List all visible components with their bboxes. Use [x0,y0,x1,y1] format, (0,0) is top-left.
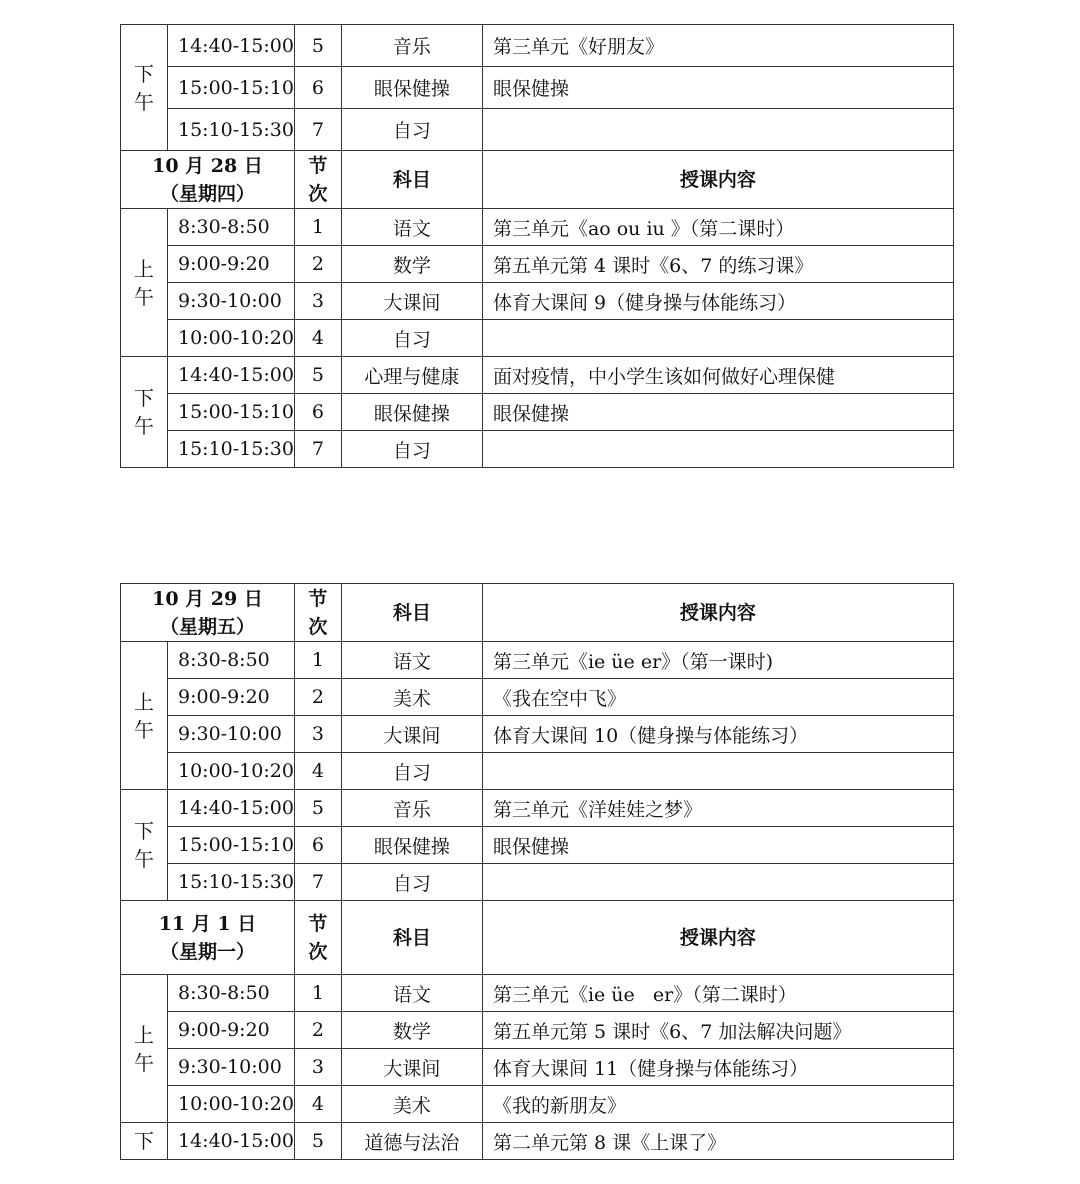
period-number: 4 [294,1086,341,1123]
period-number: 3 [294,716,341,753]
time-cell: 14:40-15:00 [168,357,295,394]
subject-cell: 语文 [341,975,482,1012]
time-cell: 14:40-15:00 [168,1123,295,1160]
table-row [121,1049,954,1086]
table-row [121,1123,954,1160]
day-header-row [121,901,954,975]
period-num-header: 节 次 [294,151,341,209]
subject-cell: 自习 [341,431,482,468]
table-row [121,357,954,394]
table-row [121,975,954,1012]
content-cell [482,320,953,357]
day-date-header: 11 月 1 日 （星期一） [121,901,295,975]
subject-cell: 美术 [341,1086,482,1123]
subject-header: 科目 [341,901,482,975]
period-cell-pm: 下 午 [121,25,168,151]
subject-cell: 大课间 [341,283,482,320]
content-cell: 第五单元第 4 课时《6、7 的练习课》 [482,246,953,283]
subject-cell: 语文 [341,209,482,246]
content-cell: 面对疫情，中小学生该如何做好心理保健 [482,357,953,394]
day-header-row [121,584,954,642]
table-row [121,394,954,431]
table-row [121,67,954,109]
period-num-header: 节 次 [294,901,341,975]
period-number: 5 [294,357,341,394]
table-row [121,109,954,151]
subject-cell: 数学 [341,246,482,283]
table-row [121,716,954,753]
subject-header: 科目 [341,151,482,209]
subject-cell: 道德与法治 [341,1123,482,1160]
schedule-table-top [120,24,954,468]
time-cell: 14:40-15:00 [168,25,295,67]
period-number: 4 [294,320,341,357]
content-cell [482,431,953,468]
content-cell: 第五单元第 5 课时《6、7 加法解决问题》 [482,1012,953,1049]
time-cell: 14:40-15:00 [168,790,295,827]
time-cell: 9:30-10:00 [168,716,295,753]
period-number: 2 [294,246,341,283]
content-header: 授课内容 [482,584,953,642]
period-cell-pm: 下 [121,1123,168,1160]
period-number: 5 [294,790,341,827]
subject-cell: 音乐 [341,790,482,827]
period-cell-am: 上 午 [121,642,168,790]
subject-cell: 自习 [341,109,482,151]
subject-header: 科目 [341,584,482,642]
time-cell: 10:00-10:20 [168,320,295,357]
time-cell: 9:30-10:00 [168,1049,295,1086]
time-cell: 10:00-10:20 [168,753,295,790]
table-row [121,1012,954,1049]
subject-cell: 自习 [341,753,482,790]
period-number: 2 [294,679,341,716]
subject-cell: 自习 [341,864,482,901]
content-cell: 《我的新朋友》 [482,1086,953,1123]
time-cell: 10:00-10:20 [168,1086,295,1123]
table-row [121,679,954,716]
period-number: 7 [294,109,341,151]
content-cell: 体育大课间 11（健身操与体能练习） [482,1049,953,1086]
period-number: 3 [294,1049,341,1086]
time-cell: 8:30-8:50 [168,975,295,1012]
table-row [121,1086,954,1123]
table-row [121,790,954,827]
subject-cell: 眼保健操 [341,67,482,109]
content-cell [482,109,953,151]
time-cell: 15:00-15:10 [168,67,295,109]
period-number: 3 [294,283,341,320]
time-cell: 15:10-15:30 [168,431,295,468]
table-row [121,246,954,283]
table-row [121,827,954,864]
subject-cell: 自习 [341,320,482,357]
period-number: 1 [294,209,341,246]
time-cell: 9:00-9:20 [168,1012,295,1049]
time-cell: 8:30-8:50 [168,642,295,679]
content-cell: 眼保健操 [482,67,953,109]
time-cell: 8:30-8:50 [168,209,295,246]
content-cell [482,864,953,901]
subject-cell: 数学 [341,1012,482,1049]
period-number: 7 [294,431,341,468]
time-cell: 9:00-9:20 [168,679,295,716]
period-number: 7 [294,864,341,901]
table-row [121,864,954,901]
content-header: 授课内容 [482,901,953,975]
period-num-header: 节 次 [294,584,341,642]
content-header: 授课内容 [482,151,953,209]
day-date-header: 10 月 28 日 （星期四） [121,151,295,209]
period-number: 6 [294,827,341,864]
table-row [121,25,954,67]
time-cell: 15:10-15:30 [168,109,295,151]
table-row [121,283,954,320]
day-date-header: 10 月 29 日 （星期五） [121,584,295,642]
period-number: 4 [294,753,341,790]
schedule-table-bottom [120,583,954,1160]
content-cell: 第三单元《ie üe er》（第一课时) [482,642,953,679]
table-row [121,642,954,679]
content-cell: 第二单元第 8 课《上课了》 [482,1123,953,1160]
table-row [121,431,954,468]
period-number: 2 [294,1012,341,1049]
period-number: 1 [294,975,341,1012]
content-cell: 第三单元《好朋友》 [482,25,953,67]
content-cell: 眼保健操 [482,394,953,431]
period-number: 5 [294,25,341,67]
time-cell: 15:00-15:10 [168,827,295,864]
subject-cell: 美术 [341,679,482,716]
period-cell-am: 上 午 [121,209,168,357]
time-cell: 9:30-10:00 [168,283,295,320]
time-cell: 15:00-15:10 [168,394,295,431]
period-number: 6 [294,394,341,431]
content-cell: 体育大课间 10（健身操与体能练习） [482,716,953,753]
table-row [121,209,954,246]
subject-cell: 大课间 [341,1049,482,1086]
subject-cell: 音乐 [341,25,482,67]
period-number: 6 [294,67,341,109]
time-cell: 9:00-9:20 [168,246,295,283]
content-cell: 眼保健操 [482,827,953,864]
content-cell [482,753,953,790]
subject-cell: 眼保健操 [341,827,482,864]
content-cell: 第三单元《ie üe er》（第二课时） [482,975,953,1012]
subject-cell: 眼保健操 [341,394,482,431]
period-cell-pm: 下 午 [121,790,168,901]
day-header-row [121,151,954,209]
time-cell: 15:10-15:30 [168,864,295,901]
period-number: 1 [294,642,341,679]
content-cell: 体育大课间 9（健身操与体能练习） [482,283,953,320]
period-cell-pm: 下 午 [121,357,168,468]
period-number: 5 [294,1123,341,1160]
subject-cell: 语文 [341,642,482,679]
table-row [121,320,954,357]
content-cell: 《我在空中飞》 [482,679,953,716]
period-cell-am: 上 午 [121,975,168,1123]
subject-cell: 心理与健康 [341,357,482,394]
content-cell: 第三单元《洋娃娃之梦》 [482,790,953,827]
subject-cell: 大课间 [341,716,482,753]
content-cell: 第三单元《ao ou iu 》（第二课时） [482,209,953,246]
table-row [121,753,954,790]
